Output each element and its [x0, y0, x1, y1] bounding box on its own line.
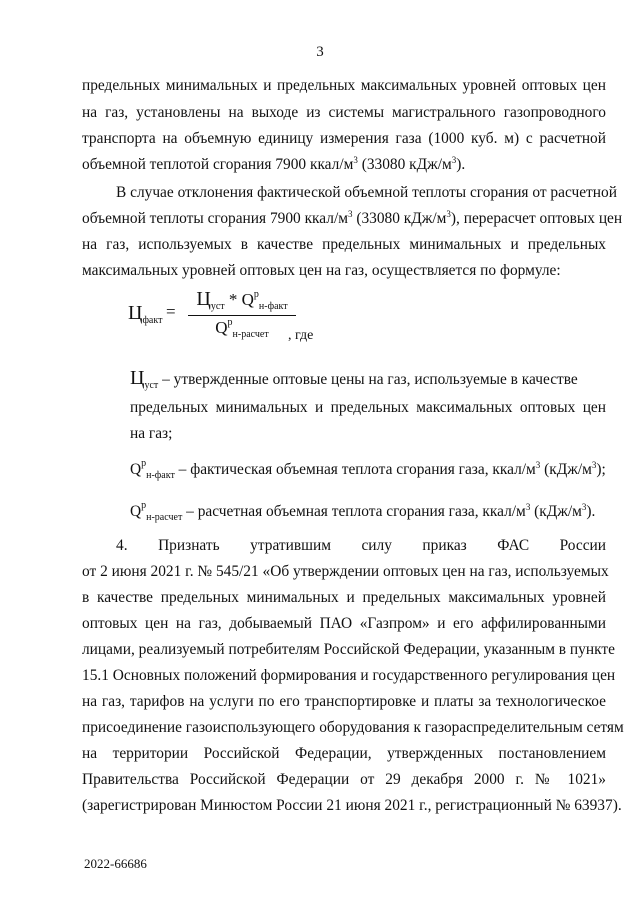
superscript-3: 3 [347, 209, 353, 219]
para1-line1: предельных минимальных и предельных максимальных уровней оптовых цен [82, 77, 606, 94]
para4-line5: лицами, реализуемый потребителям Российской Федерации, указанным в пункте [82, 641, 615, 658]
para2-line3: на газ, используемых в качестве предельных минимальных и предельных [82, 236, 606, 253]
def2-text-a: – фактическая объемная теплота сгорания газа, ккал/м [174, 461, 536, 478]
para1-line4-a: объемной теплотой сгорания 7900 ккал/м [82, 156, 354, 173]
para1-line4-c: ). [456, 156, 466, 173]
def2-text-b: (кДж/м [540, 461, 592, 478]
superscript-3: 3 [581, 502, 587, 512]
price-formula [128, 288, 428, 348]
para4-line2: от 2 июня 2021 г. № 545/21 «Об утверждении оптовых цен на газ, используемых [82, 563, 609, 580]
def2-sup: р [141, 458, 147, 469]
formula-where: , где [288, 328, 314, 343]
para1-line2: на газ, установлены на выходе из системы магистрального газопроводного [82, 104, 606, 121]
def2-line [130, 460, 606, 482]
para4-line3: в качестве предельных минимальных и предельных максимальных уровней [82, 589, 606, 606]
para4-line8: присоединение газоиспользующего оборудования к газораспределительным сетям [82, 719, 624, 736]
formula-num-symbol-b: Q [241, 290, 254, 309]
superscript-3: 3 [591, 460, 597, 470]
def3-symbol: Q [130, 503, 142, 520]
document-code: 2022-66686 [84, 856, 147, 871]
formula-numerator [188, 288, 296, 311]
def1-line2: предельных минимальных и предельных максимальных оптовых цен [130, 399, 606, 416]
def3-sup: р [141, 500, 147, 511]
def3-text-c: ). [586, 503, 596, 520]
def1-text1: – утвержденные оптовые цены на газ, используемые в качестве [158, 371, 578, 388]
superscript-3: 3 [535, 460, 541, 470]
def2-symbol: Q [130, 461, 142, 478]
para4-line9: на территории Российской Федерации, утвержденных постановлением [82, 745, 606, 762]
formula-num-sub-b: н-факт [258, 301, 288, 312]
page-number: 3 [316, 44, 324, 60]
def3-sub: н-расчет [146, 512, 183, 523]
para1-line3: транспорта на объемную единицу измерения газа (1000 куб. м) с расчетной [82, 130, 606, 147]
para4-line1: 4. Признать утратившим силу приказ ФАС России [116, 537, 606, 554]
fraction-bar [188, 315, 296, 316]
para1-line4 [82, 155, 606, 175]
para2-line4: максимальных уровней оптовых цен на газ, осуществляется по формуле: [82, 262, 561, 279]
def1-line1 [130, 368, 606, 392]
formula-denominator [188, 318, 296, 338]
para1-line4-b: (33080 кДж/м [357, 156, 452, 173]
formula-num-sup-b: р [253, 289, 259, 300]
def2-text-c: ); [596, 461, 606, 478]
formula-num-sub-a: уст [210, 301, 225, 312]
def1-subscript: уст [144, 380, 159, 391]
superscript-3: 3 [451, 155, 457, 165]
para4-line4: оптовых цен на газ, добываемый ПАО «Газпром» и его аффилированными [82, 615, 606, 632]
para2-line2 [82, 209, 623, 229]
formula-operator: * [224, 290, 242, 309]
para2-line2-c: ), перерасчет оптовых цен [450, 210, 623, 227]
superscript-3: 3 [353, 155, 358, 165]
para2-line1: В случае отклонения фактической объемной теплоты сгорания от расчетной [116, 184, 617, 201]
superscript-3: 3 [446, 209, 451, 219]
def1-line3: на газ; [130, 425, 173, 442]
formula-lhs [128, 302, 162, 325]
formula-lhs-subscript: факт [142, 315, 163, 326]
para2-line2-b: (33080 кДж/м [352, 210, 447, 227]
def3-text-b: (кДж/м [530, 503, 582, 520]
formula-den-sup: р [227, 317, 233, 328]
para4-line11: (зарегистрирован Минюстом России 21 июня 2021 г., регистрационный № 63937). [82, 797, 622, 814]
def3-line [130, 502, 606, 524]
def3-text-a: – расчетная объемная теплота сгорания газа, ккал/м [182, 503, 526, 520]
def1-symbol: Ц [130, 367, 145, 389]
def2-sub: н-факт [146, 470, 175, 481]
formula-equals: = [166, 302, 176, 321]
para4-line10: Правительства Российской Федерации от 29 декабря 2000 г. № 1021» [82, 771, 606, 788]
superscript-3: 3 [525, 502, 531, 512]
formula-num-symbol-a: Ц [196, 288, 211, 310]
para4-line7: на газ, тарифов на услуги по его транспортировке и платы за технологическое [82, 693, 606, 710]
para2-line2-a: объемной теплоты сгорания 7900 ккал/м [82, 210, 348, 227]
formula-den-symbol: Q [215, 318, 228, 337]
para4-line6: 15.1 Основных положений формирования и государственного регулирования цен [82, 667, 616, 684]
formula-den-sub: н-расчет [232, 329, 269, 340]
formula-lhs-symbol: Ц [128, 302, 143, 324]
